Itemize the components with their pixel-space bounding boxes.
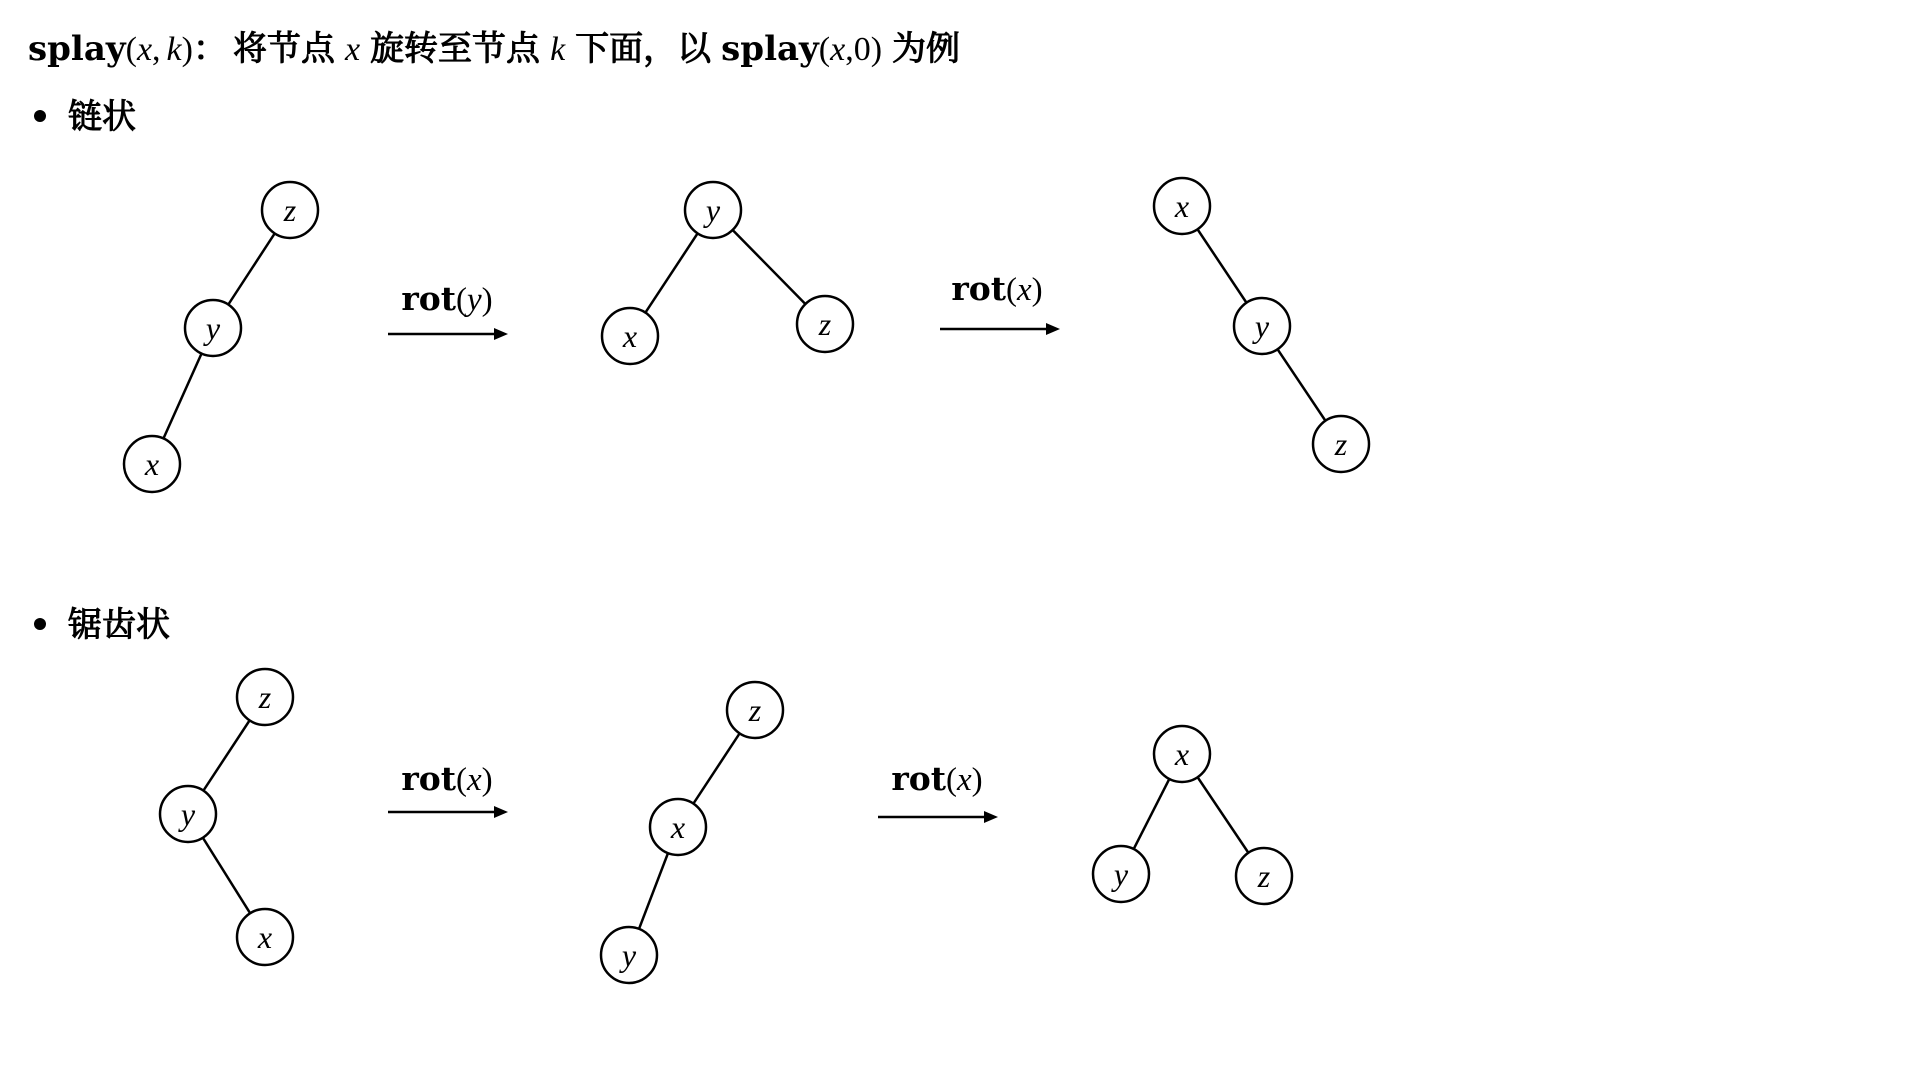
tree-node xyxy=(1154,178,1210,234)
tree-zigzag-1 xyxy=(160,669,293,965)
arrow-head-icon xyxy=(494,806,508,818)
bullet-icon xyxy=(34,618,46,630)
svg-text:y: y xyxy=(205,310,221,346)
heading-example-func: splay xyxy=(721,29,819,69)
tree-node xyxy=(160,786,216,842)
rotation-label: rot(x) xyxy=(891,759,983,798)
tree-chain-1 xyxy=(124,182,318,492)
heading: splay(x, k)： 将节点 x 旋转至节点 k 下面，以 splay(x,0) 为例 xyxy=(28,29,961,69)
rotation-label: rot(x) xyxy=(951,269,1043,308)
tree-node xyxy=(650,799,706,855)
tree-chain-2 xyxy=(602,182,853,364)
section-zigzag xyxy=(34,605,1292,983)
arrow-head-icon xyxy=(1046,323,1060,335)
svg-text:z: z xyxy=(1257,858,1271,894)
svg-text:x: x xyxy=(1174,736,1190,772)
arrow-head-icon xyxy=(984,811,998,823)
tree-node xyxy=(601,927,657,983)
svg-text:y: y xyxy=(180,796,196,832)
svg-text:x: x xyxy=(1174,188,1190,224)
tree-node xyxy=(1154,726,1210,782)
svg-text:z: z xyxy=(748,692,762,728)
bullet-icon xyxy=(34,110,46,122)
tree-node xyxy=(1313,416,1369,472)
rotation-arrow xyxy=(388,759,508,818)
tree-zigzag-2 xyxy=(601,682,783,983)
svg-text:x: x xyxy=(144,446,160,482)
tree-node xyxy=(685,182,741,238)
svg-text:x: x xyxy=(622,318,638,354)
svg-text:x: x xyxy=(257,919,273,955)
tree-node xyxy=(185,300,241,356)
svg-text:x: x xyxy=(670,809,686,845)
tree-node xyxy=(237,669,293,725)
rotation-label: rot(x) xyxy=(401,759,493,798)
rotation-arrow xyxy=(878,759,998,823)
svg-text:y: y xyxy=(705,192,721,228)
heading-func: splay xyxy=(28,29,126,69)
tree-node xyxy=(1234,298,1290,354)
svg-text:z: z xyxy=(1334,426,1348,462)
tree-node xyxy=(1236,848,1292,904)
tree-node xyxy=(262,182,318,238)
rotation-arrow xyxy=(388,279,508,340)
tree-node xyxy=(124,436,180,492)
section-title: 锯齿状 xyxy=(68,605,170,645)
svg-text:y: y xyxy=(1113,856,1129,892)
svg-text:z: z xyxy=(258,679,272,715)
arrow-head-icon xyxy=(494,328,508,340)
tree-node xyxy=(797,296,853,352)
svg-text:y: y xyxy=(621,937,637,973)
svg-text:y: y xyxy=(1254,308,1270,344)
rotation-arrow xyxy=(940,269,1060,335)
svg-text:z: z xyxy=(283,192,297,228)
tree-node xyxy=(237,909,293,965)
svg-text:z: z xyxy=(818,306,832,342)
section-title: 链状 xyxy=(68,97,136,137)
tree-node xyxy=(602,308,658,364)
tree-chain-3 xyxy=(1154,178,1369,472)
tree-node xyxy=(727,682,783,738)
section-chain xyxy=(34,97,1369,492)
tree-node xyxy=(1093,846,1149,902)
tree-zigzag-3 xyxy=(1093,726,1292,904)
rotation-label: rot(y) xyxy=(401,279,493,318)
